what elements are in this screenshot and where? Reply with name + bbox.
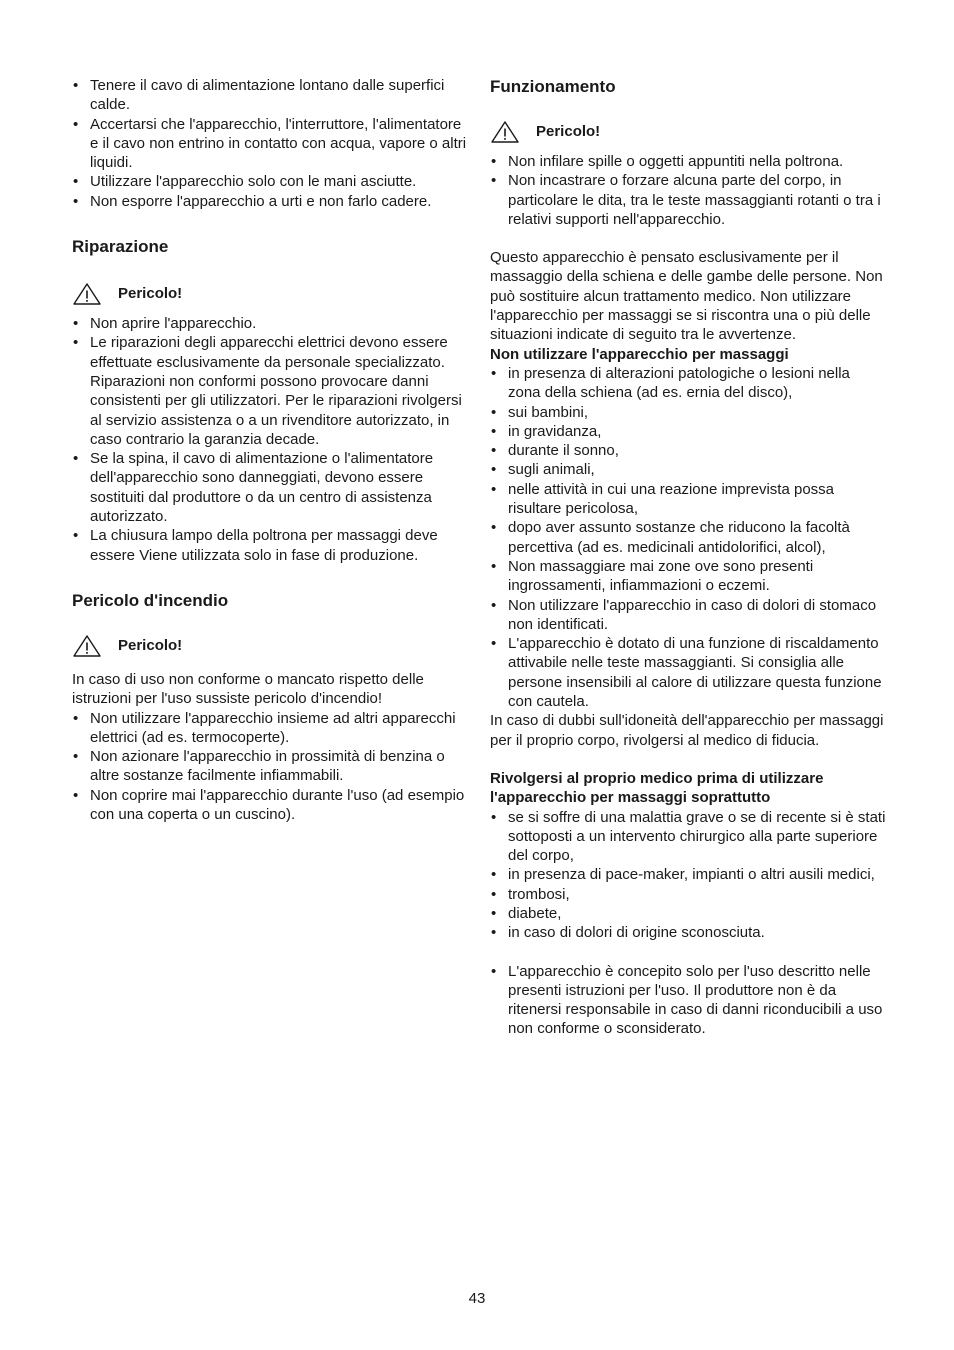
warning-label: Pericolo! [536,123,601,141]
intended-use-paragraph: Questo apparecchio è pensato esclusivamente per il massaggio della schiena e delle gambe delle persone. Non può sostituire alcun trattamento medico. Non utilizzare l'apparecchio per massaggi se si riscontra una o più delle situazioni indicate di seguito tra le avvertenze. [490,249,883,344]
list-item: • dopo aver assunto sostanze che riducono la facoltà percettiva (ad es. medicinali antidolorifici, alcol), [490,518,886,557]
list-item: • Non azionare l'apparecchio in prossimità di benzina o altre sostanze facilmente infiammabili. [72,747,467,786]
operation-bullet-list [490,152,886,229]
list-item: • sui bambini, [490,403,886,422]
doctor-heading: Rivolgersi al proprio medico prima di utilizzare l'apparecchio per massaggi soprattutto [490,769,824,807]
list-item: • in presenza di pace-maker, impianti o altri ausili medici, [490,865,886,884]
warning-label: Pericolo! [118,285,183,303]
doubt-paragraph: In caso di dubbi sull'idoneità dell'apparecchio per massaggi per il proprio corpo, rivolgersi al medico di fiducia. [490,712,884,749]
list-item: • Le riparazioni degli apparecchi elettrici devono essere effettuate esclusivamente da personale specializzato. Riparazioni non conformi possono provocare danni consistenti per gli utilizzatori. Per le riparazioni rivolgersi al servizio assistenza o a un rivenditore autorizzato, in caso contrario la garanzia decade. [72,333,467,449]
list-item: • La chiusura lampo della poltrona per massaggi deve essere Viene utilizzata solo in fase di produzione. [72,526,467,565]
page-number: 43 [468,1290,486,1307]
section-heading-repair: Riparazione [72,237,169,257]
list-item: • Non incastrare o forzare alcuna parte del corpo, in particolare le dita, tra le teste massaggianti rotanti o tra i relativi supporti nell'apparecchio. [490,171,886,229]
right-column [490,76,886,1039]
list-item: • trombosi, [490,885,886,904]
warning-triangle-icon [490,120,520,144]
list-item: • in gravidanza, [490,422,886,441]
list-item: • Non coprire mai l'apparecchio durante l'uso (ad esempio con una coperta o un cuscino). [72,786,467,825]
section-heading-operation: Funzionamento [490,77,616,96]
section-heading-fire: Pericolo d'incendio [72,590,229,610]
list-item: • in presenza di alterazioni patologiche o lesioni nella zona della schiena (ad es. ernia del disco), [490,364,886,403]
warning-notice [72,282,467,306]
warning-notice [490,120,886,144]
list-item: • Utilizzare l'apparecchio solo con le mani asciutte. [72,172,467,191]
fire-bullet-list [72,709,467,825]
list-item: • L'apparecchio è concepito solo per l'uso descritto nelle presenti istruzioni per l'uso. Il produttore non è da ritenersi responsabile in caso di danni riconducibili a uso non conforme o sconsiderato. [490,962,886,1039]
list-item: • Non infilare spille o oggetti appuntiti nella poltrona. [490,152,886,171]
list-item: • Non aprire l'apparecchio. [72,314,467,333]
final-bullet-list [490,962,886,1039]
list-item: • L'apparecchio è dotato di una funzione di riscaldamento attivabile nelle teste massaggianti. Si consiglia alle persone insensibili al calore di utilizzare questa funzione con cautela. [490,634,886,711]
repair-bullet-list [72,314,467,565]
list-item: • Non esporre l'apparecchio a urti e non farlo cadere. [72,192,467,211]
list-item: • Non utilizzare l'apparecchio insieme ad altri apparecchi elettrici (ad es. termocoperte). [72,709,467,748]
left-column [72,76,467,824]
intro-bullet-list [72,76,467,211]
list-item: • se si soffre di una malattia grave o se di recente si è stati sottoposti a un intervento chirurgico alla parte superiore del corpo, [490,808,886,866]
list-item: • nelle attività in cui una reazione imprevista possa risultare pericolosa, [490,480,886,519]
do-not-use-bullet-list [490,364,886,711]
warning-triangle-icon [72,282,102,306]
list-item: • diabete, [490,904,886,923]
list-item: • Non utilizzare l'apparecchio in caso di dolori di stomaco non identificati. [490,596,886,635]
fire-intro-paragraph: In caso di uso non conforme o mancato rispetto delle istruzioni per l'uso sussiste pericolo d'incendio! [72,670,424,708]
list-item: • Se la spina, il cavo di alimentazione o l'alimentatore dell'apparecchio sono danneggiati, devono essere sostituiti dal produttore o da un centro di assistenza autorizzato. [72,449,467,526]
warning-triangle-icon [72,634,102,658]
warning-notice [72,634,467,658]
do-not-use-heading: Non utilizzare l'apparecchio per massaggi [490,345,789,363]
list-item: • durante il sonno, [490,441,886,460]
list-item: • Non massaggiare mai zone ove sono presenti ingrossamenti, infiammazioni o eczemi. [490,557,886,596]
list-item: • sugli animali, [490,460,886,479]
list-item: • in caso di dolori di origine sconosciuta. [490,923,886,942]
warning-label: Pericolo! [118,637,183,655]
list-item: • Accertarsi che l'apparecchio, l'interruttore, l'alimentatore e il cavo non entrino in contatto con acqua, vapore o altri liquidi. [72,115,467,173]
doctor-bullet-list [490,808,886,943]
list-item: • Tenere il cavo di alimentazione lontano dalle superfici calde. [72,76,467,115]
